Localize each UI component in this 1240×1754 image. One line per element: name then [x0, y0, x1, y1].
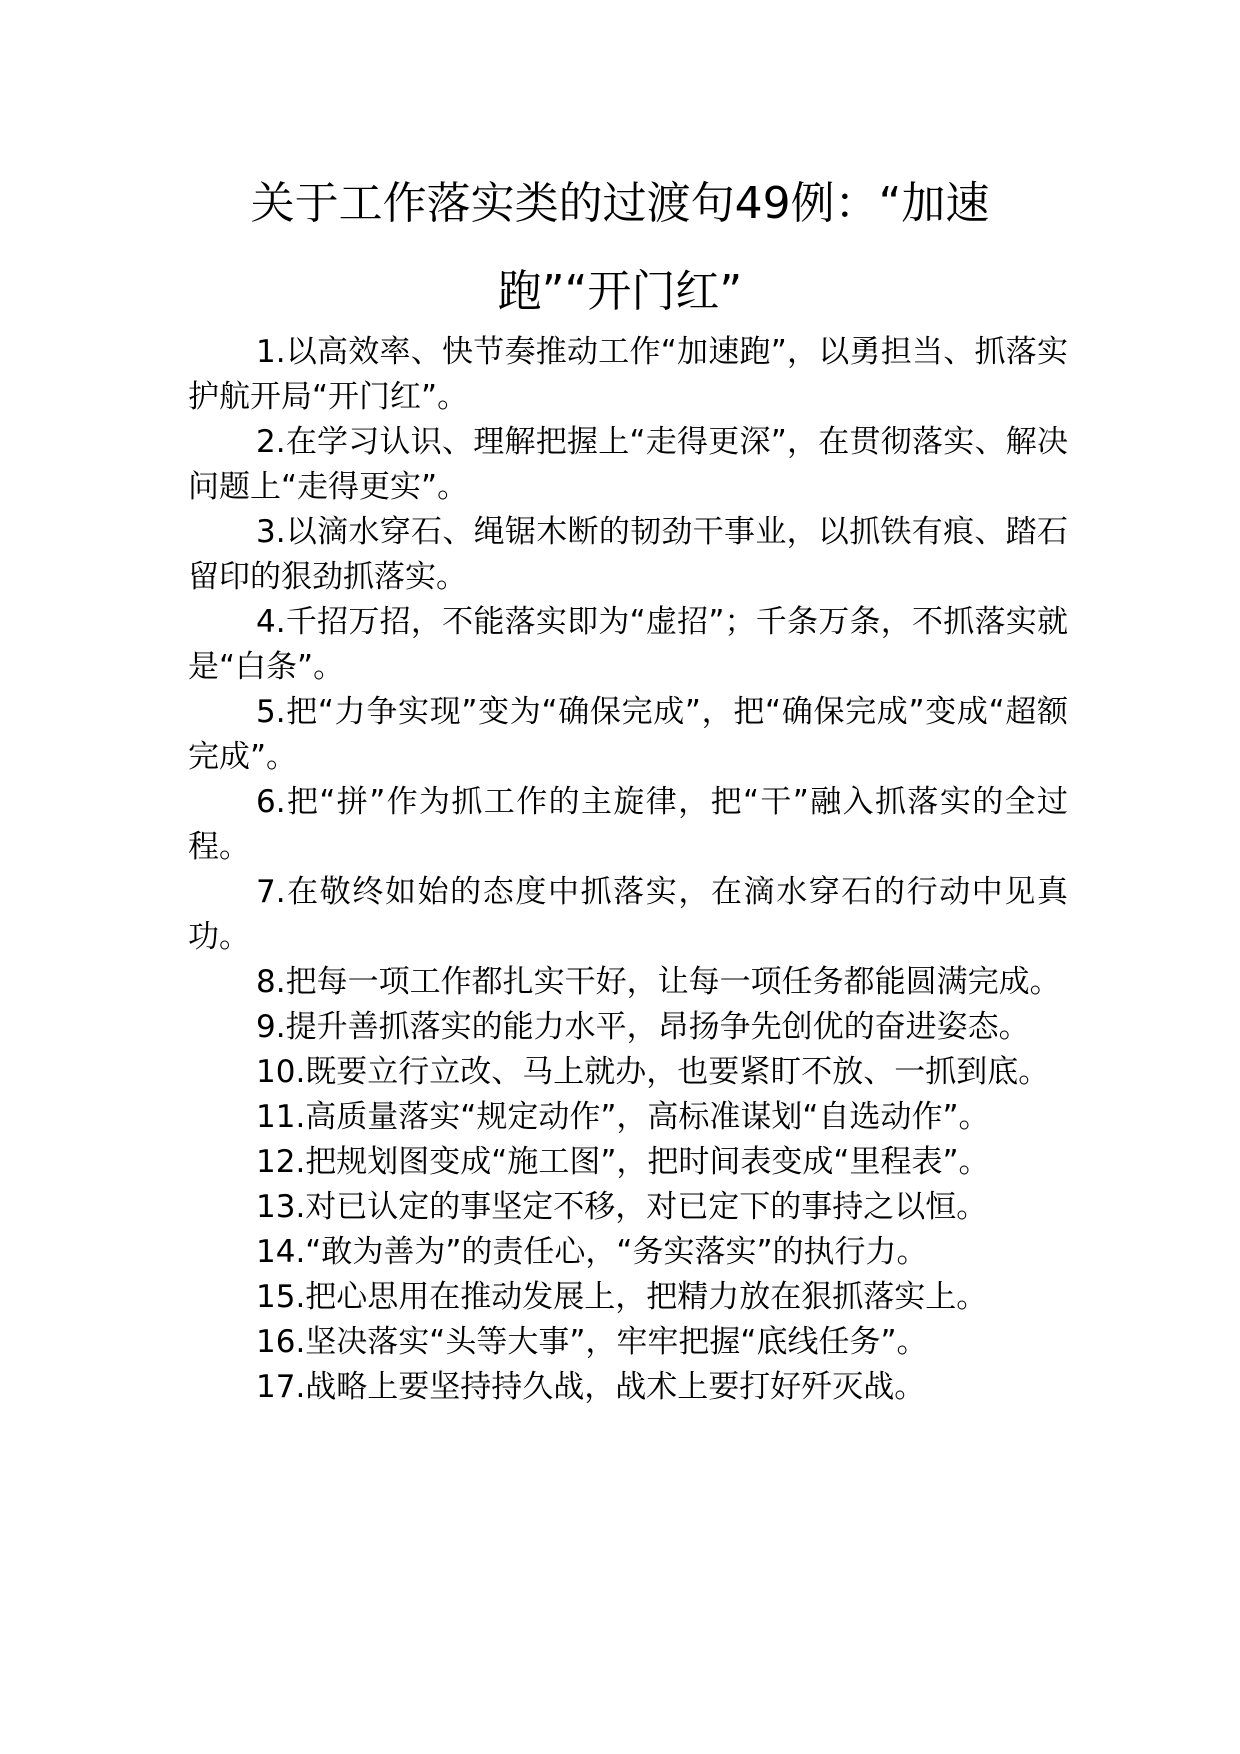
list-item: 16.坚决落实“头等大事”，牢牢把握“底线任务”。 [256, 1324, 928, 1360]
list-item: 10.既要立行立改、马上就办，也要紧盯不放、一抓到底。 [256, 1054, 1050, 1090]
list-item: 9.提升善抓落实的能力水平，昂扬争先创优的奋进姿态。 [256, 1009, 1030, 1045]
list-item: 7.在敬终如始的态度中抓落实，在滴水穿石的行动中见真功。 [188, 874, 1068, 955]
document-body [188, 330, 1068, 1410]
list-item: 8.把每一项工作都扎实干好，让每一项任务都能圆满完成。 [256, 964, 1061, 1000]
list-item: 4.千招万招，不能落实即为“虚招”；千条万条，不抓落实就是“白条”。 [188, 604, 1068, 685]
list-item: 12.把规划图变成“施工图”，把时间表变成“里程表”。 [256, 1144, 990, 1180]
list-item: 3.以滴水穿石、绳锯木断的韧劲干事业，以抓铁有痕、踏石留印的狠劲抓落实。 [188, 514, 1068, 595]
document-title: 关于工作落实类的过渡句49例：“加速跑”“开门红” [250, 178, 990, 317]
list-item: 17.战略上要坚持持久战，战术上要打好歼灭战。 [256, 1369, 926, 1405]
list-item: 6.把“拼”作为抓工作的主旋律，把“干”融入抓落实的全过程。 [188, 784, 1068, 865]
list-item: 15.把心思用在推动发展上，把精力放在狠抓落实上。 [256, 1279, 988, 1315]
list-item: 11.高质量落实“规定动作”，高标准谋划“自选动作”。 [256, 1099, 990, 1135]
list-item: 2.在学习认识、理解把握上“走得更深”，在贯彻落实、解决问题上“走得更实”。 [188, 424, 1068, 505]
list-item: 14.“敢为善为”的责任心，“务实落实”的执行力。 [256, 1234, 928, 1270]
list-item: 1.以高效率、快节奏推动工作“加速跑”，以勇担当、抓落实护航开局“开门红”。 [188, 334, 1068, 415]
list-item: 5.把“力争实现”变为“确保完成”，把“确保完成”变成“超额完成”。 [188, 694, 1068, 775]
list-item: 13.对已认定的事坚定不移，对已定下的事持之以恒。 [256, 1189, 988, 1225]
